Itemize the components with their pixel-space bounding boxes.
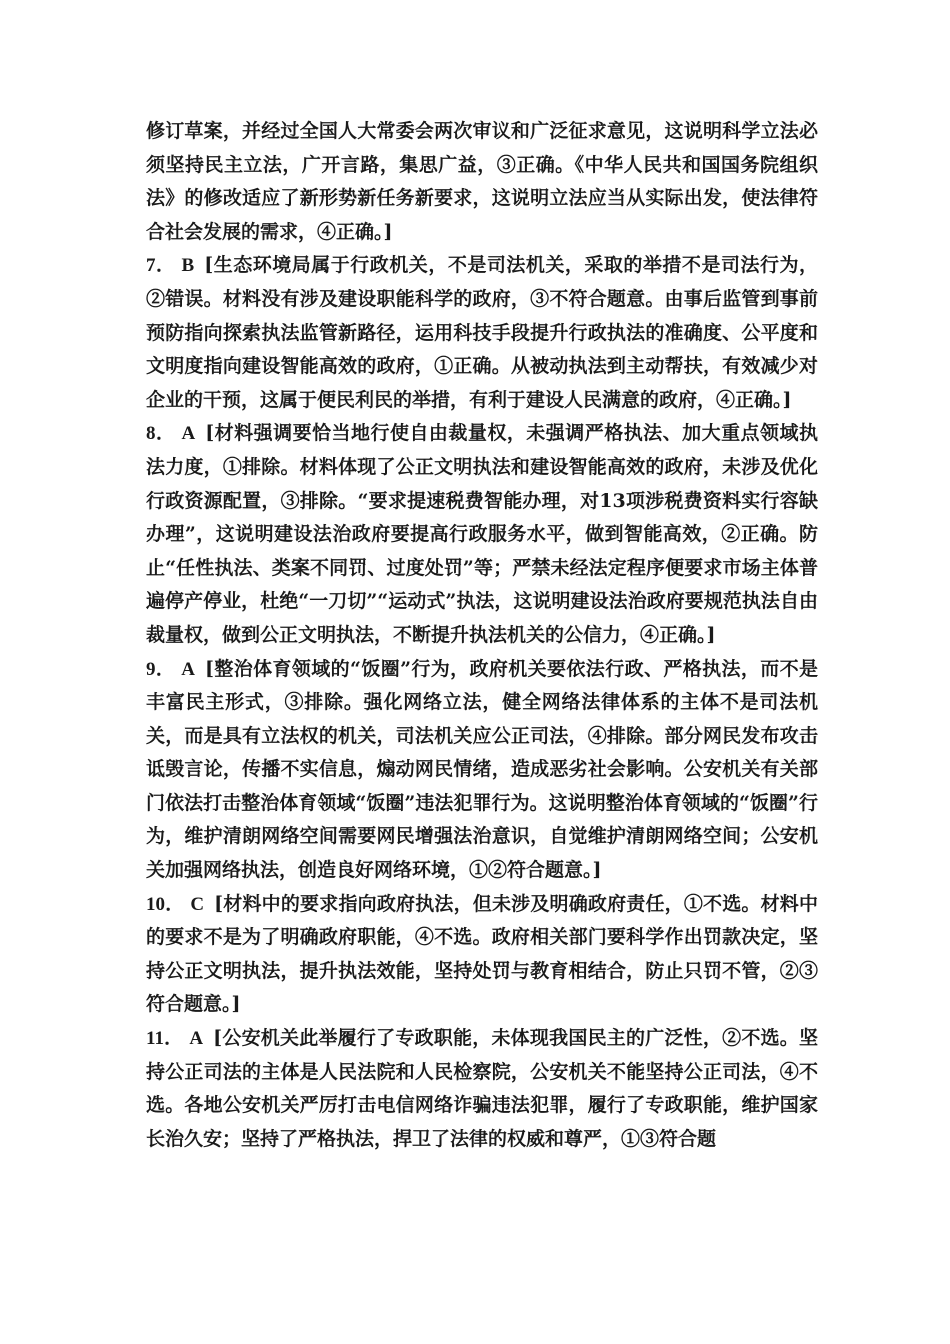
answer-item-9 [146, 653, 818, 888]
answer-item-8 [146, 417, 818, 652]
answer-letter: A [181, 658, 195, 680]
question-number: 8． [146, 423, 176, 445]
explanation-text: [生态环境局属于行政机关，不是司法机关，采取的举措不是司法行为，②错误。材料没有涉及建设职能科学的政府，③不符合题意。由事后监管到事前预防指向探索执法监管新路径，运用科技手段提升行政执法的准确度、公平度和文明度指向建设智能高效的政府，①正确。从被动执法到主动帮扶，有效减少对企业的干预，这属于便民利民的举措，有利于建设人民满意的政府，④正确。] [146, 254, 818, 411]
answer-explanations [146, 115, 818, 1156]
question-number: 11． [146, 1028, 184, 1050]
continuation-text: 修订草案，并经过全国人大常委会两次审议和广泛征求意见，这说明科学立法必须坚持民主立法，广开言路，集思广益，③正确。《中华人民共和国国务院组织法》的修改适应了新形势新任务新要求，这说明立法应当从实际出发，使法律符合社会发展的需求，④正确。] [146, 120, 818, 243]
question-number: 10． [146, 893, 185, 915]
answer-item-11 [146, 1022, 818, 1156]
answer-letter: A [181, 423, 196, 445]
answer-letter: B [181, 255, 195, 277]
answer-item-10 [146, 888, 818, 1022]
explanation-text: [公安机关此举履行了专政职能，未体现我国民主的广泛性，②不选。坚持公正司法的主体是人民法院和人民检察院，公安机关不能坚持公正司法，④不选。各地公安机关严厉打击电信网络诈骗违法犯罪，履行了专政职能，维护国家长治久安；坚持了严格执法，捍卫了法律的权威和尊严，①③符合题 [146, 1027, 819, 1150]
explanation-text: [整治体育领域的“饭圈”行为，政府机关要依法行政、严格执法，而不是丰富民主形式，③排除。强化网络立法，健全网络法律体系的主体不是司法机关，而是具有立法权的机关，司法机关应公正司法，④排除。部分网民发布攻击诋毁言论，传播不实信息，煽动网民情绪，造成恶劣社会影响。公安机关有关部门依法打击整治体育领域“饭圈”违法犯罪行为。这说明整治体育领域的“饭圈”行为，维护清朗网络空间需要网民增强法治意识，自觉维护清朗网络空间；公安机关加强网络执法，创造良好网络环境，①②符合题意。] [146, 657, 818, 882]
question-number: 9． [146, 658, 176, 680]
answer-item-7 [146, 249, 818, 417]
explanation-text: [材料强调要恰当地行使自由裁量权，未强调严格执法、加大重点领域执法力度，①排除。材料体现了公正文明执法和建设智能高效的政府，未涉及优化行政资源配置，③排除。“要求提速税费智能办理，对13项涉税费资料实行容缺办理”，这说明建设法治政府要提高行政服务水平，做到智能高效，②正确。防止“任性执法、类案不同罚、过度处罚”等；严禁未经法定程序便要求市场主体普遍停产停业，杜绝“一刀切”“运动式”执法，这说明建设法治政府要规范执法自由裁量权，做到公正文明执法，不断提升执法机关的公信力，④正确。] [146, 422, 818, 646]
continuation-paragraph [146, 115, 818, 249]
answer-letter: A [189, 1028, 204, 1050]
question-number: 7． [146, 255, 176, 277]
answer-letter: C [190, 893, 205, 915]
explanation-text: [材料中的要求指向政府执法，但未涉及明确政府责任，①不选。材料中的要求不是为了明确政府职能，④不选。政府相关部门要科学作出罚款决定，坚持公正文明执法，提升执法效能，坚持处罚与教育相结合，防止只罚不管，②③符合题意。] [146, 892, 818, 1016]
